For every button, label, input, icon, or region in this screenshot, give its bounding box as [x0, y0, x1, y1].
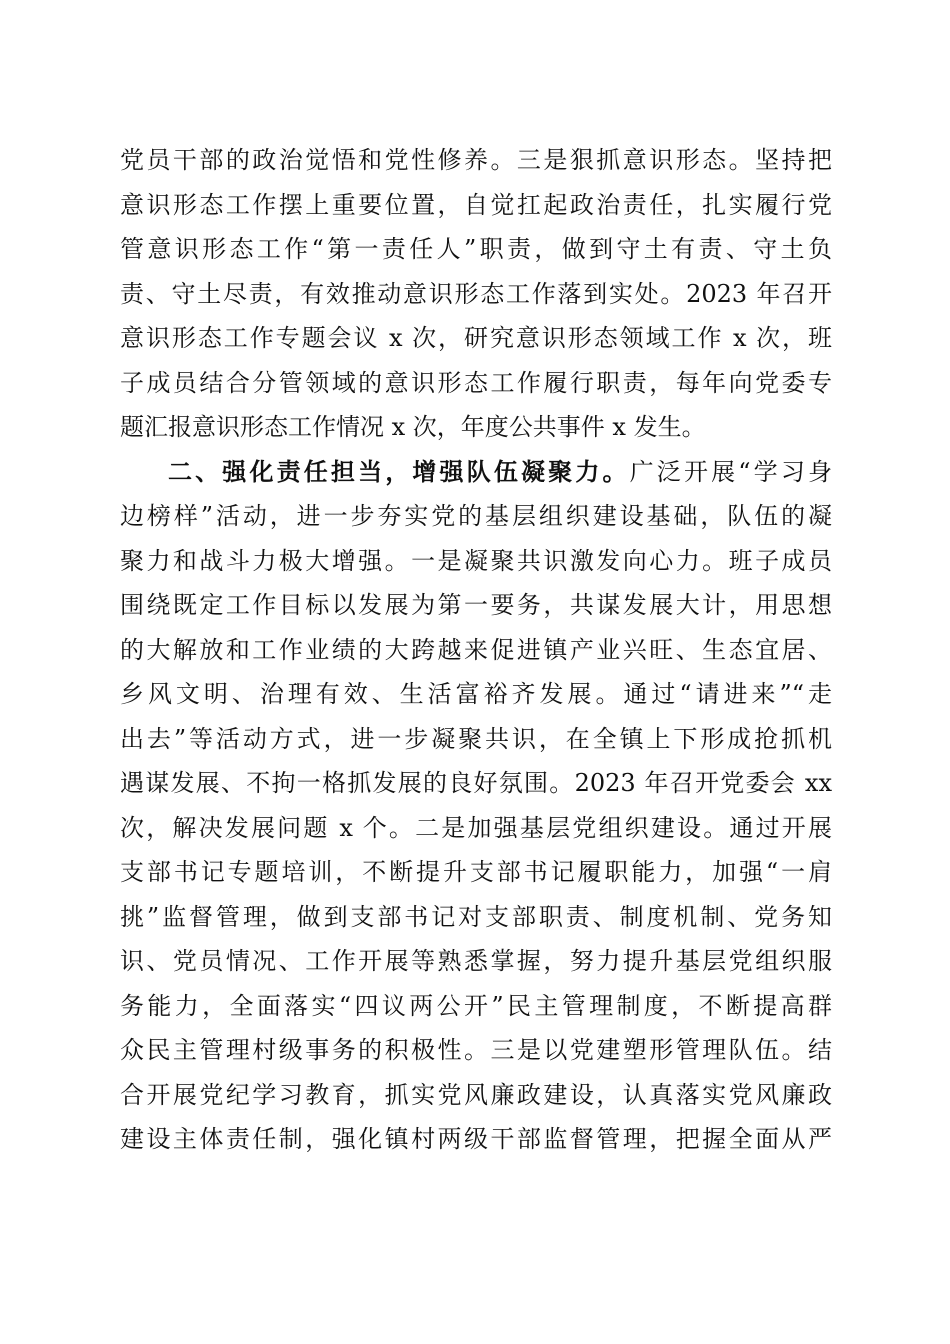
- text-line: 支部书记专题培训，不断提升支部书记履职能力，加强“一肩: [120, 858, 832, 886]
- text-line: 责、守土尽责，有效推动意识形态工作落到实处。2023 年召开: [120, 279, 832, 308]
- text-line: 党员干部的政治觉悟和党性修养。三是狠抓意识形态。坚持把: [120, 146, 832, 174]
- text-line: 管意识形态工作“第一责任人”职责，做到守土有责、守土负: [120, 235, 832, 263]
- text-line: 围绕既定工作目标以发展为第一要务，共谋发展大计，用思想: [120, 591, 832, 619]
- heading-rest-text: 广泛开展“学习身: [629, 457, 832, 486]
- text-line: 意识形态工作摆上重要位置，自觉扛起政治责任，扎实履行党: [120, 190, 832, 219]
- text-line: 出去”等活动方式，进一步凝聚共识，在全镇上下形成抢抓机: [120, 724, 832, 753]
- text-line: 遇谋发展、不拘一格抓发展的良好氛围。2023 年召开党委会 xx: [120, 769, 832, 797]
- text-line: 聚力和战斗力极大增强。一是凝聚共识激发向心力。班子成员: [120, 546, 832, 575]
- text-line: 众民主管理村级事务的积极性。三是以党建塑形管理队伍。结: [120, 1036, 832, 1064]
- paragraph-responsibility: [120, 450, 832, 1162]
- text-line: 次，解决发展问题 x 个。二是加强基层党组织建设。通过开展: [120, 813, 832, 842]
- text-line: 子成员结合分管领域的意识形态工作履行职责，每年向党委专: [120, 368, 832, 397]
- text-line: 挑”监督管理，做到支部书记对支部职责、制度机制、党务知: [120, 902, 832, 931]
- heading-line: [120, 450, 832, 495]
- text-line: 建设主体责任制，强化镇村两级干部监督管理，把握全面从严: [120, 1125, 832, 1153]
- text-line: 合开展党纪学习教育，抓实党风廉政建设，认真落实党风廉政: [120, 1080, 832, 1109]
- text-line: 务能力，全面落实“四议两公开”民主管理制度，不断提高群: [120, 991, 832, 1020]
- text-line: 乡风文明、治理有效、生活富裕齐发展。通过“请进来”“走: [120, 680, 832, 708]
- text-line: 识、党员情况、工作开展等熟悉掌握，努力提升基层党组织服: [120, 947, 832, 975]
- section-heading: 二、强化责任担当，增强队伍凝聚力。: [168, 456, 630, 486]
- text-line: 意识形态工作专题会议 x 次，研究意识形态领域工作 x 次，班: [120, 324, 832, 352]
- text-line: 边榜样”活动，进一步夯实党的基层组织建设基础，队伍的凝: [120, 502, 832, 530]
- text-line: 题汇报意识形态工作情况 x 次，年度公共事件 x 发生。: [120, 413, 706, 441]
- text-line: 的大解放和工作业绩的大跨越来促进镇产业兴旺、生态宜居、: [120, 635, 832, 664]
- paragraph-ideology: [120, 138, 832, 450]
- document-page: [120, 138, 832, 1162]
